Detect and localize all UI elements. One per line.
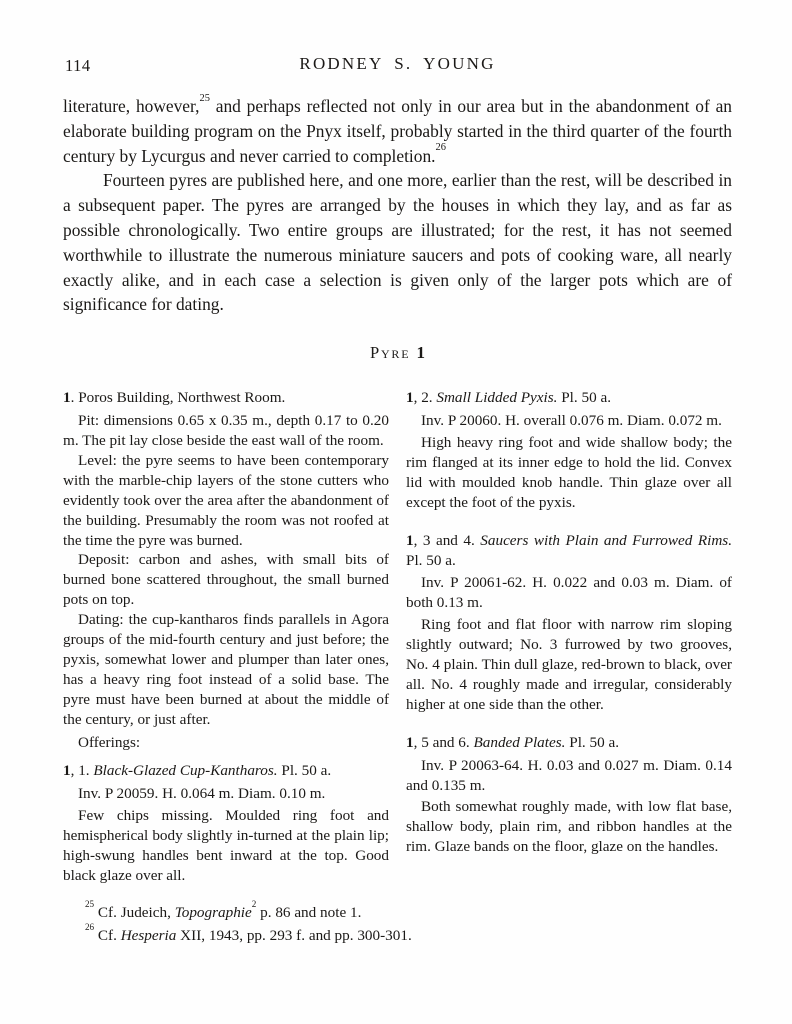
- page-header: [63, 54, 732, 78]
- page-number: 114: [65, 56, 91, 75]
- deposit-paragraph: Deposit: carbon and ashes, with small bits of burned bone scattered throughout, the small burned pots on top.: [63, 551, 389, 609]
- footnotes: [85, 898, 732, 947]
- dating-paragraph: Dating: the cup-kantharos finds parallels in Agora groups of the mid-fourth century and just before; the pyxis, somewhat lower and plumper than later ones, has a heavy ring foot instead of a solid base. The pyre must have been burned at about the middle of the century, or just after.: [63, 611, 389, 728]
- intro-paragraph-1: [63, 94, 732, 168]
- offerings-label: Offerings:: [78, 733, 141, 751]
- left-column: [63, 388, 389, 886]
- two-column-body: [63, 388, 732, 886]
- footnote-26-journal-title: Hesperia: [120, 926, 177, 944]
- entry-description: Few chips missing. Moulded ring foot and hemispherical body slightly in-turned at the plain lip; high-swung handles bent inward at the top. Good black glaze over all.: [63, 807, 389, 885]
- entry-heading: [406, 531, 732, 571]
- right-column: [406, 388, 732, 886]
- entry-title: Saucers with Plain and Furrowed Rims.: [480, 531, 733, 549]
- entry-ref: , 1.: [70, 762, 90, 780]
- site-heading: [63, 388, 389, 408]
- intro-text: [63, 94, 732, 317]
- footnote-25-edition-sup: 2: [251, 898, 257, 909]
- entry-title: Black-Glazed Cup-Kantharos.: [93, 762, 278, 780]
- entry-plate-ref: Pl. 50 a.: [561, 389, 612, 407]
- section-heading-name: Pyre: [369, 343, 411, 363]
- entry-ref: , 5 and 6.: [413, 733, 470, 751]
- catalogue-entry-1-1: [63, 761, 389, 885]
- inventory-line: Inv. P 20061-62. H. 0.022 and 0.03 m. Diam. of both 0.13 m.: [406, 574, 732, 612]
- site-heading-text: . Poros Building, Northwest Room.: [70, 389, 286, 407]
- entry-description: High heavy ring foot and wide shallow body; the rim flanged at its inner edge to hold the lid. Convex lid with moulded knob handle. Thin glaze over all except the foot of the pyxis.: [406, 433, 732, 511]
- entry-description: Both somewhat roughly made, with low flat base, shallow body, plain rim, and ribbon handles at the rim. Glaze bands on the floor, glaze on the handles.: [406, 798, 732, 856]
- level-paragraph: Level: the pyre seems to have been contemporary with the marble-chip layers of the stone cutters who evidently took over the area after the abandonment of the building. Presumably the room was not roofed at the time the pyre was burned.: [63, 451, 389, 549]
- entry-ref: , 3 and 4.: [413, 531, 475, 549]
- inventory-line: Inv. P 20059. H. 0.064 m. Diam. 0.10 m.: [78, 785, 326, 803]
- footnote-25-text-continued: p. 86 and note 1.: [256, 903, 362, 921]
- entry-ref: , 2.: [413, 389, 433, 407]
- entry-plate-ref: Pl. 50 a.: [281, 762, 332, 780]
- entry-number: 1: [63, 762, 71, 780]
- entry-plate-ref: Pl. 50 a.: [569, 733, 620, 751]
- site-heading-number: 1: [63, 389, 71, 407]
- catalogue-entry-1-2: [406, 388, 732, 512]
- entry-number: 1: [406, 531, 414, 549]
- intro-paragraph-2: Fourteen pyres are published here, and one more, earlier than the rest, will be described in a subsequent paper. The pyres are arranged by the houses in which they lay, and as far as possible chronologically. Two entire groups are illustrated; for the rest, it has not seemed worthwhile to illustrate the numerous miniature saucers and pots of cooking ware, all nearly exactly alike, and in each case a selection is given only of the larger pots which are of significance for dating.: [63, 170, 732, 315]
- running-head: RODNEY S. YOUNG: [299, 54, 496, 73]
- section-heading: [63, 343, 732, 363]
- footnote-25-text: Cf. Judeich,: [94, 903, 175, 921]
- entry-description: Ring foot and flat floor with narrow rim sloping slightly outward; No. 3 furrowed by two grooves, No. 4 plain. Thin dull glaze, red-brown to black, over all. No. 4 roughly made and irregular, considerably higher at one side than the other.: [406, 616, 732, 713]
- footnote-26: [85, 921, 732, 947]
- inventory-line: Inv. P 20063-64. H. 0.03 and 0.027 m. Diam. 0.14 and 0.135 m.: [406, 756, 732, 794]
- footnote-25-work-title: Topographie: [174, 903, 252, 921]
- entry-number: 1: [406, 733, 414, 751]
- catalogue-entry-1-3-4: [406, 531, 732, 715]
- intro-paragraph-1-continued: and perhaps reflected not only in our area but in the abandonment of an elaborate building program on the Pnyx itself, probably started in the third quarter of the fourth century by Lycurgus and never carried to completion.: [63, 96, 732, 166]
- footnote-ref-26: 26: [435, 142, 446, 154]
- pit-paragraph: Pit: dimensions 0.65 x 0.35 m., depth 0.17 to 0.20 m. The pit lay close beside the east wall of the room.: [63, 412, 389, 449]
- footnote-26-text: Cf.: [94, 926, 121, 944]
- entry-plate-ref: Pl. 50 a.: [406, 551, 456, 569]
- entry-number: 1: [406, 389, 414, 407]
- entry-title: Small Lidded Pyxis.: [436, 389, 558, 407]
- entry-heading: [63, 761, 389, 781]
- entry-heading: [406, 388, 732, 408]
- entry-title: Banded Plates.: [473, 733, 566, 751]
- footnote-26-text-continued: XII, 1943, pp. 293 f. and pp. 300-301.: [176, 926, 412, 944]
- section-heading-number: 1: [416, 343, 425, 363]
- entry-heading: [406, 733, 732, 753]
- footnote-25-marker: 25: [85, 898, 95, 909]
- footnote-26-marker: 26: [85, 921, 95, 932]
- footnote-ref-25: 25: [199, 92, 210, 104]
- catalogue-entry-1-5-6: [406, 733, 732, 857]
- inventory-line: Inv. P 20060. H. overall 0.076 m. Diam. 0.072 m.: [421, 412, 722, 430]
- intro-paragraph-1-text: literature, however,: [63, 96, 200, 116]
- footnote-25: [85, 898, 732, 924]
